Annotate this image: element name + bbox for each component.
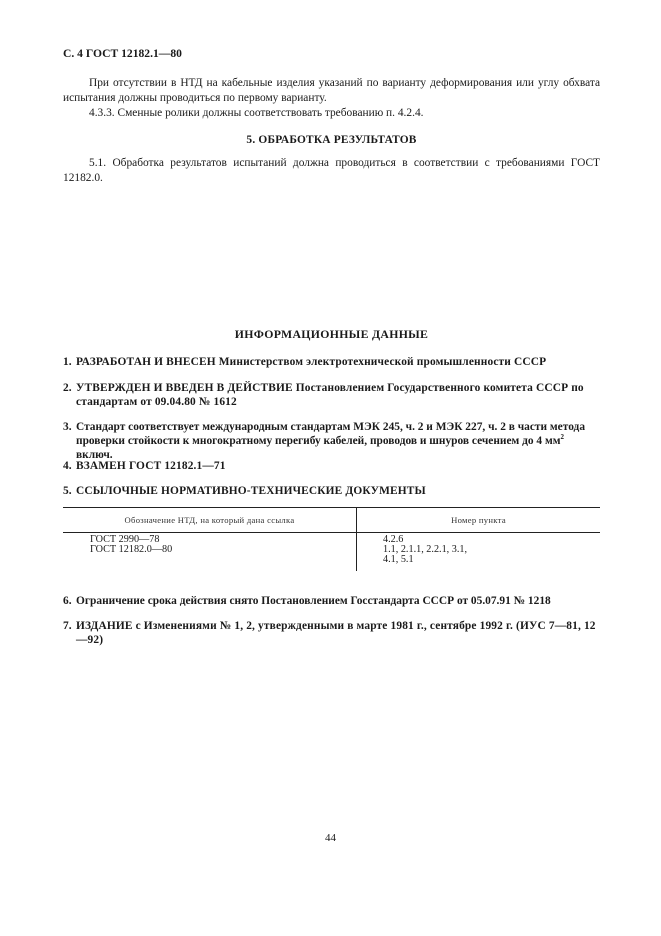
paragraph-4-3-3: 4.3.3. Сменные ролики должны соответствовать требованию п. 4.2.4. bbox=[89, 107, 424, 119]
info-item-number: 1. bbox=[63, 356, 72, 368]
table-cell-documents bbox=[63, 533, 357, 572]
info-item-6 bbox=[63, 594, 600, 608]
section-5-title: 5. ОБРАБОТКА РЕЗУЛЬТАТОВ bbox=[246, 134, 417, 146]
info-item-text: РАЗРАБОТАН И ВНЕСЕН Министерством электротехнической промышленности СССР bbox=[76, 356, 547, 368]
info-item-number: 2. bbox=[63, 382, 72, 394]
info-item-text-tail: включ. bbox=[76, 449, 113, 461]
info-item-text: ССЫЛОЧНЫЕ НОРМАТИВНО-ТЕХНИЧЕСКИЕ ДОКУМЕНТЫ bbox=[76, 485, 426, 497]
ref-points: 4.2.6 bbox=[383, 534, 404, 545]
references-table bbox=[63, 507, 600, 571]
ref-doc: ГОСТ 2990—78 bbox=[90, 534, 160, 545]
info-item-number: 5. bbox=[63, 485, 72, 497]
page-number: 44 bbox=[325, 832, 336, 844]
column-header-document: Обозначение НТД, на который дана ссылка bbox=[63, 508, 357, 533]
paragraph-variant-default: При отсутствии в НТД на кабельные изделия указаний по варианту деформирования или углу обхвата испытания должны проводиться по первому варианту. bbox=[63, 77, 600, 104]
info-title: ИНФОРМАЦИОННЫЕ ДАННЫЕ bbox=[234, 327, 429, 341]
column-header-clause: Номер пункта bbox=[357, 508, 601, 533]
ref-doc: ГОСТ 12182.0—80 bbox=[90, 544, 173, 555]
info-item-1 bbox=[63, 355, 600, 369]
superscript-squared: 2 bbox=[560, 433, 564, 442]
info-item-number: 3. bbox=[63, 421, 72, 433]
info-item-number: 4. bbox=[63, 460, 72, 472]
running-header: С. 4 ГОСТ 12182.1—80 bbox=[63, 47, 182, 60]
info-item-text-main: Стандарт соответствует международным стандартам МЭК 245, ч. 2 и МЭК 227, ч. 2 в части метода проверки стойкости к многократному перегибу кабелей, проводов и шнуров сечением до 4 мм bbox=[76, 421, 586, 447]
paragraph-5-1: 5.1. Обработка результатов испытаний должна проводиться в соответствии с требованиями ГОСТ 12182.0. bbox=[63, 157, 600, 184]
info-item-4 bbox=[63, 459, 600, 473]
info-item-2 bbox=[63, 381, 600, 409]
info-item-7 bbox=[63, 619, 600, 647]
info-item-text: УТВЕРЖДЕН И ВВЕДЕН В ДЕЙСТВИЕ Постановлением Государственного комитета СССР по стандартам от 09.04.80 № 1612 bbox=[76, 382, 584, 408]
ref-points: 1.1, 2.1.1, 2.2.1, 3.1, 4.1, 5.1 bbox=[383, 544, 468, 565]
info-item-3 bbox=[63, 420, 600, 462]
info-item-text bbox=[63, 420, 600, 462]
info-item-text: ВЗАМЕН ГОСТ 12182.1—71 bbox=[76, 460, 226, 472]
table-row bbox=[63, 533, 600, 572]
info-item-text: Ограничение срока действия снято Постановлением Госстандарта СССР от 05.07.91 № 1218 bbox=[76, 595, 551, 607]
table-cell-clauses bbox=[357, 533, 601, 572]
info-item-5 bbox=[63, 484, 600, 498]
info-item-number: 6. bbox=[63, 595, 72, 607]
info-item-number: 7. bbox=[63, 620, 72, 632]
table-header-row bbox=[63, 508, 600, 533]
info-item-text: ИЗДАНИЕ с Изменениями № 1, 2, утвержденными в марте 1981 г., сентябре 1992 г. (ИУС 7—81, 12—92) bbox=[76, 620, 596, 646]
